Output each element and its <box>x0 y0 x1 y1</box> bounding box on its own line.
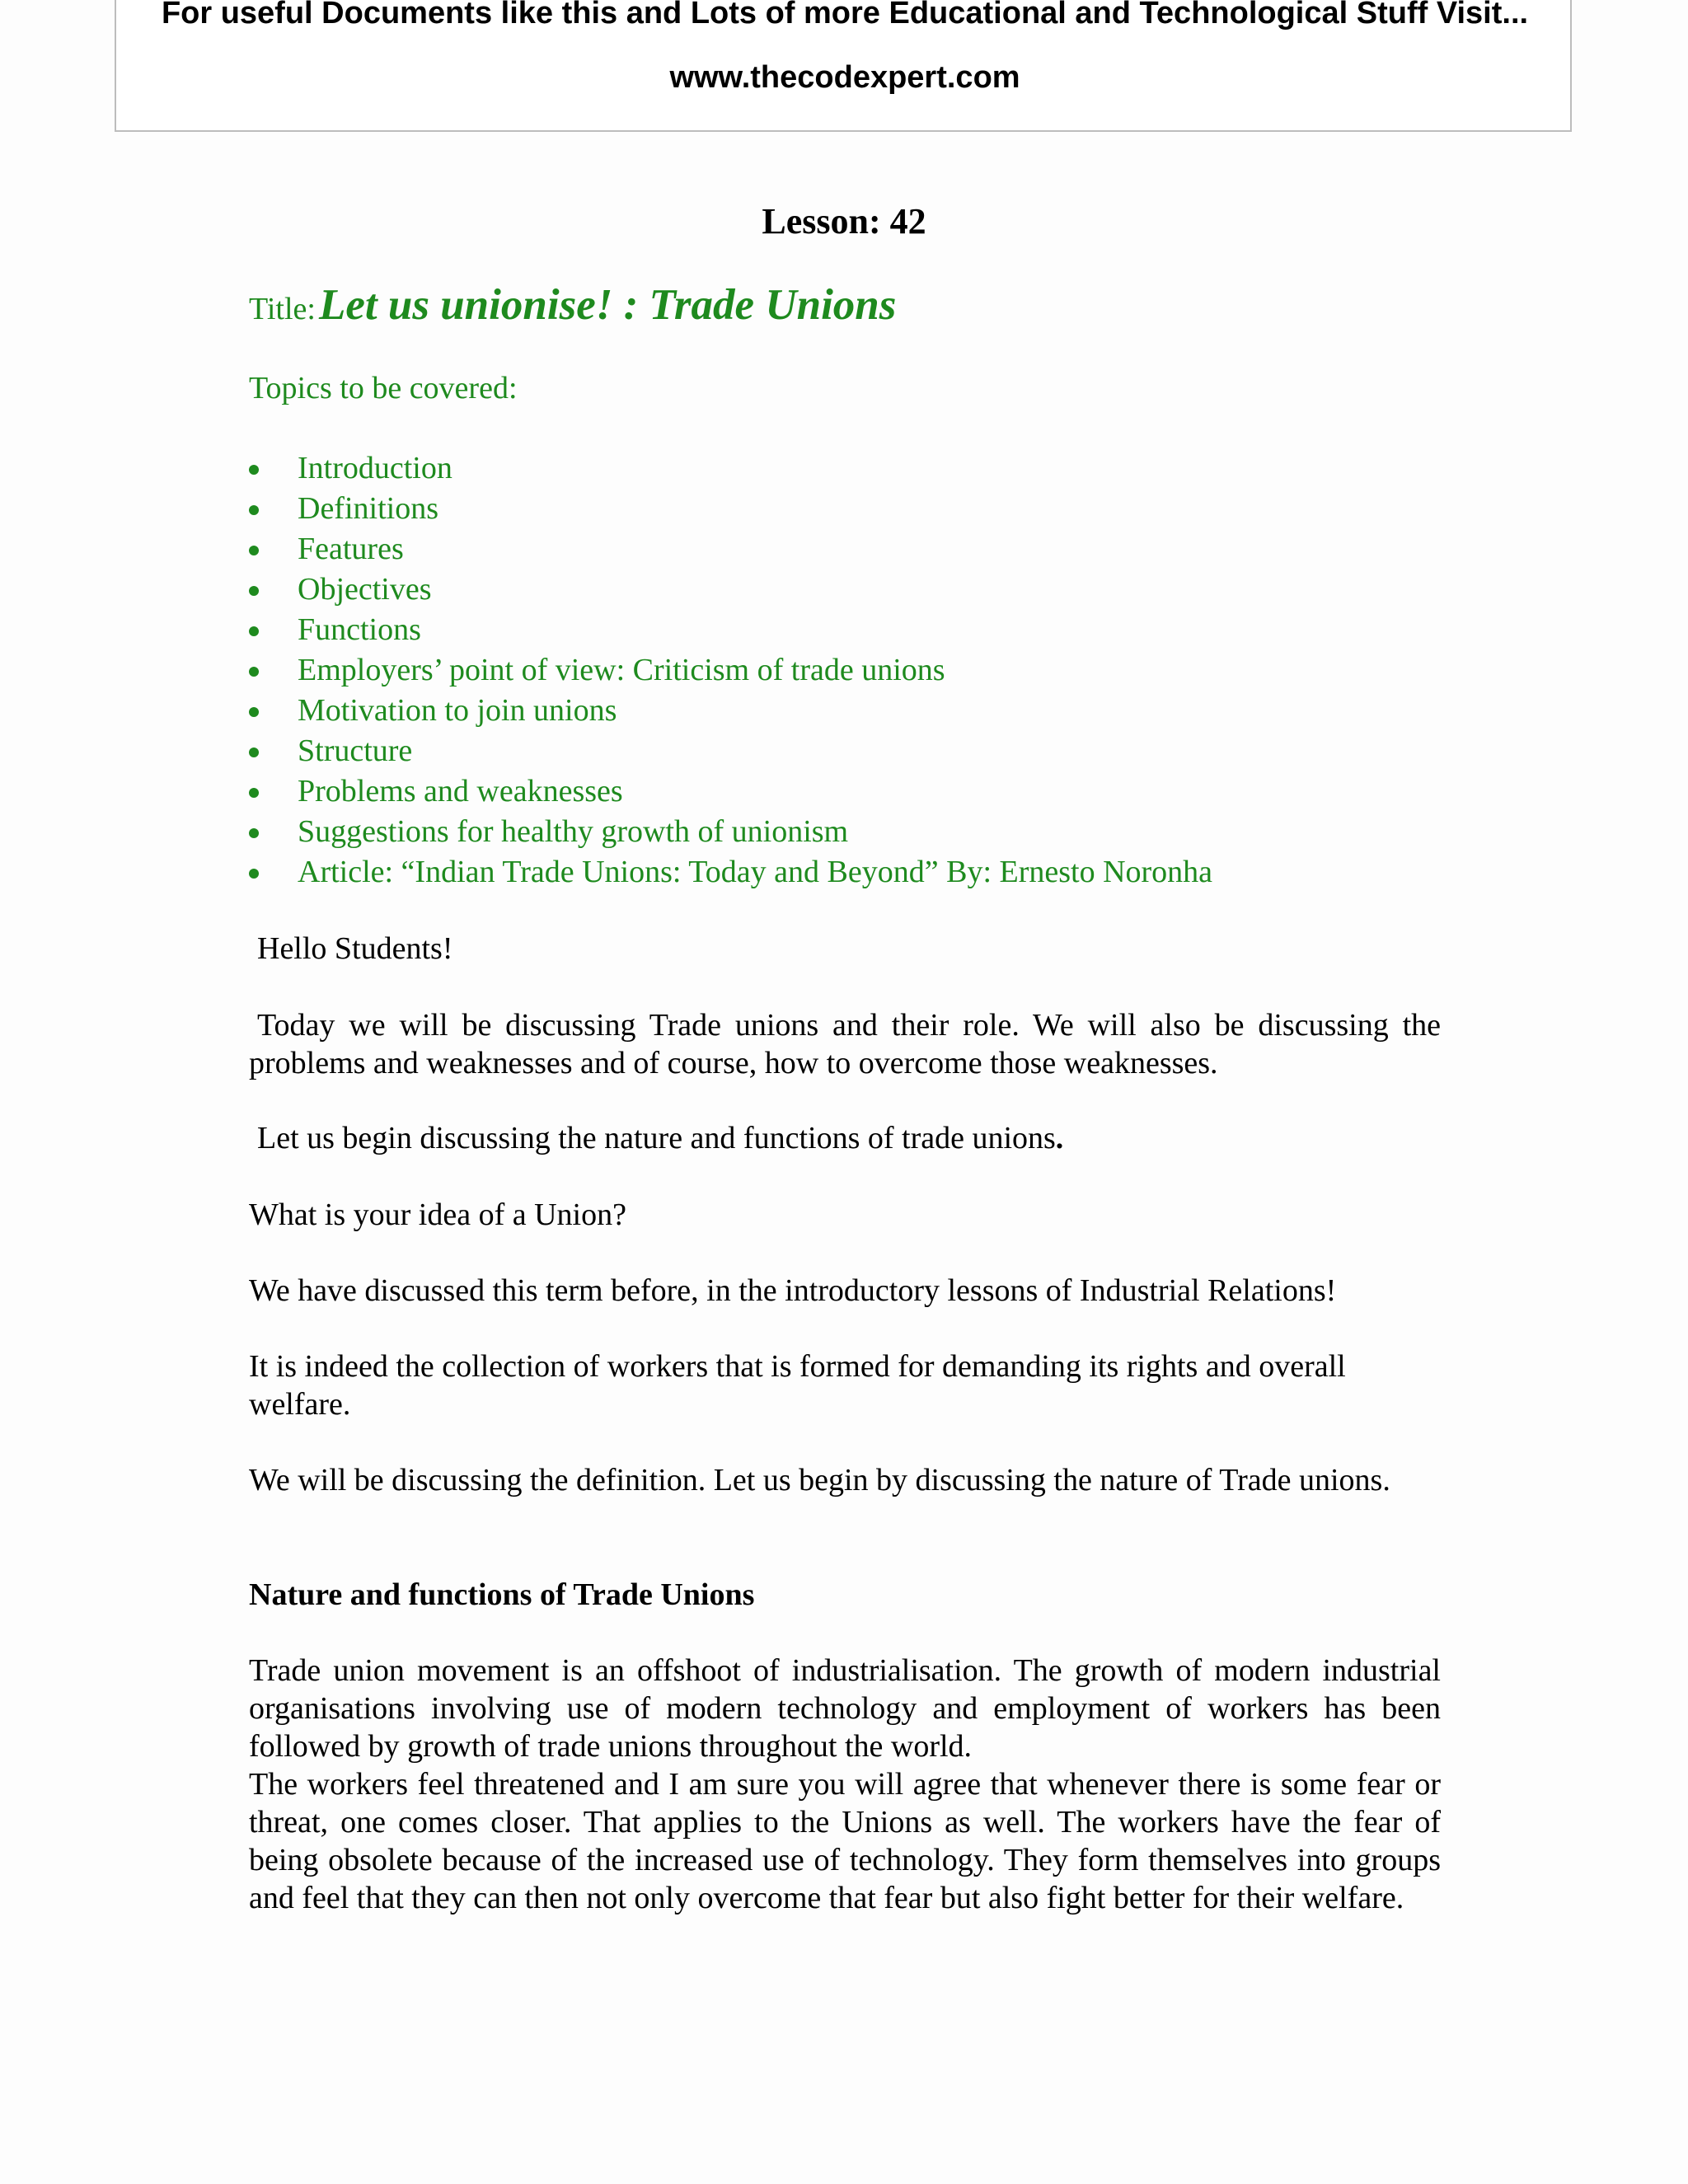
topic-item: Suggestions for healthy growth of unionism <box>249 812 1212 852</box>
movement-paragraph: Trade union movement is an offshoot of industrialisation. The growth of modern industrial organisations involving use of modern technology and employment of workers has been followed by growth of trade unions throughout the world. <box>249 1653 1441 1764</box>
threat-paragraph: The workers feel threatened and I am sure you will agree that whenever there is some fear or threat, one comes closer. That applies to the Unions as well. The workers have the fear of being obsolete because of the increased use of technology. They form themselves into groups and feel that they can then not only overcome that fear but also fight better for their welfare. <box>249 1767 1441 1915</box>
topic-item: Features <box>249 529 1212 569</box>
topic-item: Functions <box>249 610 1212 650</box>
title-label: Title: <box>249 292 316 326</box>
definition-paragraph: We will be discussing the definition. Let us begin by discussing the nature of Trade unions. <box>249 1463 1390 1497</box>
begin-paragraph <box>249 1119 1441 1157</box>
topics-heading: Topics to be covered: <box>249 371 518 405</box>
lesson-heading: Lesson: 42 <box>762 201 926 241</box>
topic-item: Definitions <box>249 489 1212 529</box>
banner-link[interactable]: www.thecodexpert.com <box>669 60 1020 95</box>
topic-item: Motivation to join unions <box>249 691 1212 731</box>
section-heading: Nature and functions of Trade Unions <box>249 1577 755 1612</box>
greeting: Hello Students! <box>257 931 453 966</box>
lesson-title <box>249 280 896 330</box>
promo-banner <box>115 0 1572 132</box>
topic-item: Article: “Indian Trade Unions: Today and Beyond” By: Ernesto Noronha <box>249 852 1212 893</box>
question-paragraph: What is your idea of a Union? <box>249 1197 626 1232</box>
intro-paragraph: Today we will be discussing Trade unions and their role. We will also be discussing the problems and weaknesses and of course, how to overcome those weaknesses. <box>249 1008 1441 1080</box>
begin-text: Let us begin discussing the nature and functions of trade unions <box>257 1121 1056 1155</box>
topics-list <box>249 448 1212 893</box>
topic-item: Objectives <box>249 569 1212 610</box>
topic-item: Employers’ point of view: Criticism of trade unions <box>249 650 1212 691</box>
begin-period: . <box>1055 1121 1064 1155</box>
discussed-paragraph: We have discussed this term before, in the introductory lessons of Industrial Relations! <box>249 1273 1337 1308</box>
collection-paragraph: It is indeed the collection of workers that is formed for demanding its rights and overall welfare. <box>249 1349 1346 1422</box>
banner-text: For useful Documents like this and Lots of more Educational and Technological Stuff Visit... <box>161 0 1529 30</box>
topic-item: Structure <box>249 731 1212 771</box>
topic-item: Introduction <box>249 448 1212 489</box>
topic-item: Problems and weaknesses <box>249 771 1212 812</box>
title-text: Let us unionise! : Trade Unions <box>318 281 897 329</box>
